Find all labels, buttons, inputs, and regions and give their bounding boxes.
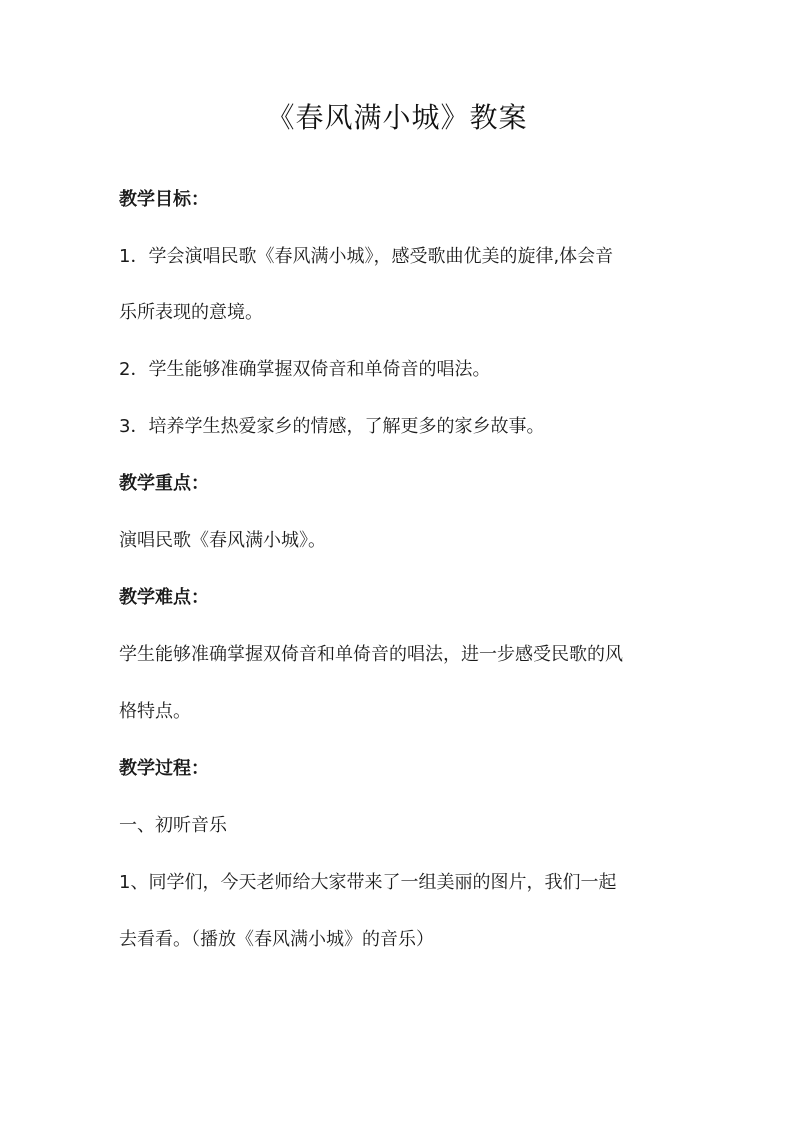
objective-item-1-line-1: 1．学会演唱民歌《春风满小城》，感受歌曲优美的旋律,体会音 bbox=[119, 246, 614, 267]
objective-item-2: 2．学生能够准确掌握双倚音和单倚音的唱法。 bbox=[119, 359, 491, 380]
process-step-1-item-1-line-1: 1、同学们，今天老师给大家带来了一组美丽的图片，我们一起 bbox=[119, 872, 617, 893]
objectives-heading: 教学目标： bbox=[119, 189, 209, 210]
process-heading: 教学过程： bbox=[119, 758, 209, 779]
difficulties-text-line-2: 格特点。 bbox=[119, 701, 191, 722]
key-points-text: 演唱民歌《春风满小城》。 bbox=[119, 530, 326, 551]
key-points-heading: 教学重点： bbox=[119, 473, 209, 494]
document-title: 《春风满小城》教案 bbox=[266, 101, 528, 134]
objective-item-3: 3．培养学生热爱家乡的情感，了解更多的家乡故事。 bbox=[119, 416, 545, 437]
process-step-1-title: 一、初听音乐 bbox=[119, 815, 227, 836]
difficulties-heading: 教学难点： bbox=[119, 587, 209, 608]
difficulties-text-line-1: 学生能够准确掌握双倚音和单倚音的唱法，进一步感受民歌的风 bbox=[119, 644, 623, 665]
objective-item-1-line-2: 乐所表现的意境。 bbox=[119, 302, 263, 323]
process-step-1-item-1-line-2: 去看看。（播放《春风满小城》的音乐） bbox=[119, 929, 434, 950]
